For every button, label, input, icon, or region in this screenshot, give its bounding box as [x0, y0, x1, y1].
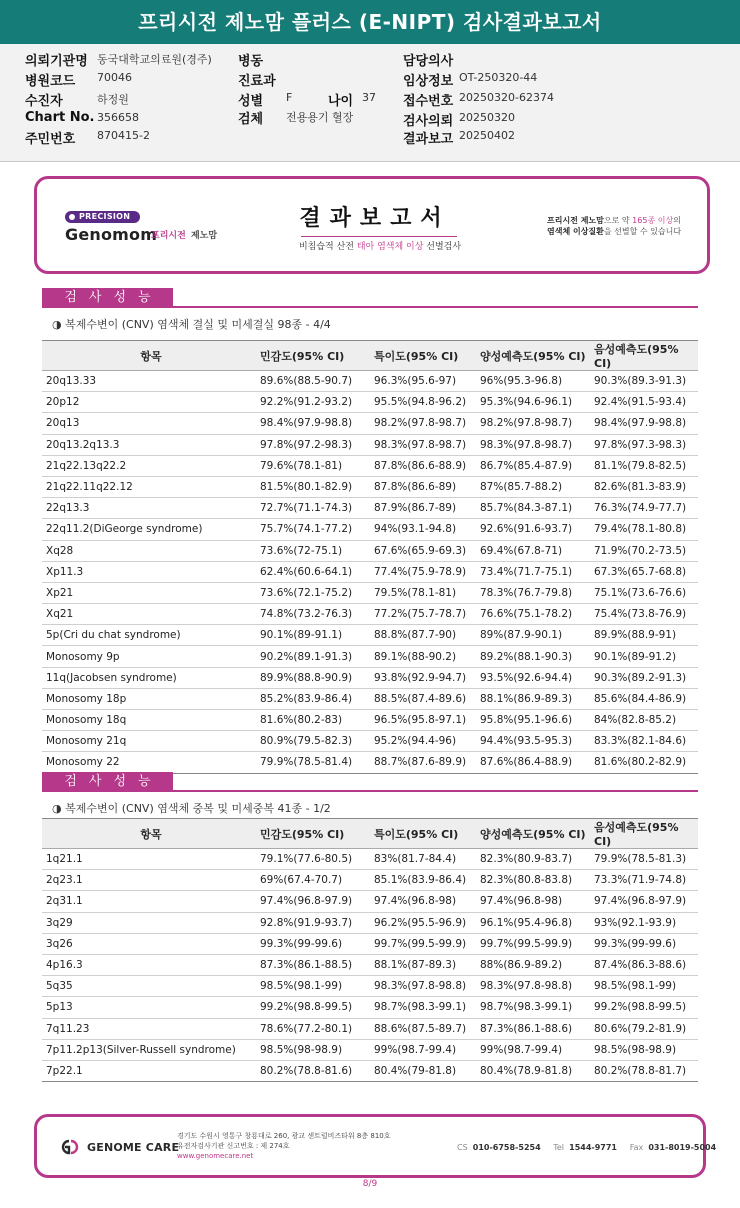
row-metric-value: 89.1%(88-90.2)	[370, 646, 476, 667]
info-label: 검사의뢰	[403, 114, 454, 129]
row-item-name: Xq21	[42, 604, 256, 625]
info-value: 70046	[97, 71, 132, 84]
row-metric-value: 88.8%(87.7-90)	[370, 625, 476, 646]
column-header-sensitivity: 민감도(95% CI)	[256, 341, 370, 371]
row-item-name: 11q(Jacobsen syndrome)	[42, 667, 256, 688]
row-metric-value: 88.5%(87.4-89.6)	[370, 688, 476, 709]
table-row	[42, 434, 698, 455]
row-metric-value: 92.6%(91.6-93.7)	[476, 519, 590, 540]
row-item-name: 20p12	[42, 392, 256, 413]
row-metric-value: 75.4%(73.8-76.9)	[590, 604, 698, 625]
table-header-row	[42, 341, 698, 371]
info-value: 37	[362, 91, 376, 104]
row-item-name: 21q22.11q22.12	[42, 476, 256, 497]
row-metric-value: 98.5%(98.1-99)	[256, 976, 370, 997]
row-metric-value: 88.7%(87.6-89.9)	[370, 752, 476, 773]
row-metric-value: 93.5%(92.6-94.4)	[476, 667, 590, 688]
table-row	[42, 371, 698, 392]
row-metric-value: 79.1%(77.6-80.5)	[256, 849, 370, 870]
info-patient-name	[25, 90, 129, 109]
row-metric-value: 90.1%(89-91.1)	[256, 625, 370, 646]
row-metric-value: 98.5%(98.1-99)	[590, 976, 698, 997]
row-metric-value: 95.8%(95.1-96.6)	[476, 710, 590, 731]
column-header-item: 항목	[42, 341, 256, 371]
company-address	[177, 1131, 391, 1161]
row-metric-value: 99.2%(98.8-99.5)	[590, 997, 698, 1018]
info-sex	[238, 90, 293, 109]
performance-table-duplications	[42, 818, 698, 1082]
table-row	[42, 1060, 698, 1081]
info-label: 나이	[328, 94, 354, 109]
row-metric-value: 75.7%(74.1-77.2)	[256, 519, 370, 540]
row-item-name: Monosomy 22	[42, 752, 256, 773]
row-metric-value: 73.3%(71.9-74.8)	[590, 870, 698, 891]
row-metric-value: 88.1%(86.9-89.3)	[476, 688, 590, 709]
row-item-name: Monosomy 21q	[42, 731, 256, 752]
info-label: 결과보고	[403, 132, 454, 147]
row-metric-value: 97.4%(96.8-98)	[370, 891, 476, 912]
row-item-name: 21q22.13q22.2	[42, 455, 256, 476]
table-row	[42, 954, 698, 975]
info-value: 전용용기 혈장	[286, 111, 354, 124]
row-metric-value: 87.8%(86.6-88.9)	[370, 455, 476, 476]
row-item-name: 20q13	[42, 413, 256, 434]
row-metric-value: 71.9%(70.2-73.5)	[590, 540, 698, 561]
table-row	[42, 976, 698, 997]
subtitle-text: 비침습적 산전	[298, 242, 357, 252]
info-label: 의뢰기관명	[25, 54, 88, 69]
table-row	[42, 997, 698, 1018]
genomom-logo-text: Genomom	[65, 225, 158, 244]
row-metric-value: 62.4%(60.6-64.1)	[256, 561, 370, 582]
info-resident-number	[25, 128, 150, 147]
row-item-name: 22q11.2(DiGeorge syndrome)	[42, 519, 256, 540]
info-value: 하정원	[97, 93, 129, 106]
row-metric-value: 98.7%(98.3-99.1)	[476, 997, 590, 1018]
row-metric-value: 73.6%(72-75.1)	[256, 540, 370, 561]
table-row	[42, 582, 698, 603]
contact-info	[457, 1143, 716, 1152]
column-header-npv: 음성예측도(95% CI)	[590, 819, 698, 849]
row-metric-value: 97.4%(96.8-97.9)	[590, 891, 698, 912]
row-item-name: 5p13	[42, 997, 256, 1018]
row-item-name: Monosomy 9p	[42, 646, 256, 667]
row-metric-value: 99.7%(99.5-99.9)	[476, 933, 590, 954]
row-metric-value: 88.6%(87.5-89.7)	[370, 1018, 476, 1039]
row-metric-value: 92.2%(91.2-93.2)	[256, 392, 370, 413]
row-metric-value: 94.4%(93.5-95.3)	[476, 731, 590, 752]
row-metric-value: 98.3%(97.8-98.8)	[370, 976, 476, 997]
table-row	[42, 667, 698, 688]
table-row	[42, 540, 698, 561]
row-metric-value: 87%(85.7-88.2)	[476, 476, 590, 497]
row-metric-value: 90.1%(89-91.2)	[590, 646, 698, 667]
row-metric-value: 89.6%(88.5-90.7)	[256, 371, 370, 392]
report-banner	[34, 176, 710, 274]
table-row	[42, 392, 698, 413]
column-header-npv: 음성예측도(95% CI)	[590, 341, 698, 371]
row-metric-value: 90.3%(89.3-91.3)	[590, 371, 698, 392]
genome-care-logo-icon	[59, 1139, 81, 1155]
info-label: 수진자	[25, 94, 63, 109]
brand-subtitle: 프리시전	[151, 231, 186, 241]
info-label: 병동	[238, 54, 264, 69]
row-metric-value: 97.8%(97.2-98.3)	[256, 434, 370, 455]
row-metric-value: 99.2%(98.8-99.5)	[256, 997, 370, 1018]
row-metric-value: 97.4%(96.8-98)	[476, 891, 590, 912]
table-row	[42, 870, 698, 891]
title-divider	[301, 236, 457, 237]
table-row	[42, 731, 698, 752]
table-row	[42, 710, 698, 731]
row-metric-value: 99%(98.7-99.4)	[370, 1039, 476, 1060]
note-text-2: 의	[673, 216, 681, 225]
info-label: Chart No.	[25, 110, 95, 125]
info-label: 성별	[238, 94, 264, 109]
row-metric-value: 80.2%(78.8-81.7)	[590, 1060, 698, 1081]
registration-line: 유전자검사기관 신고번호 : 제 274호	[177, 1142, 290, 1150]
row-item-name: 20q13.33	[42, 371, 256, 392]
row-item-name: Xq28	[42, 540, 256, 561]
row-item-name: 7p11.2p13(Silver-Russell syndrome)	[42, 1039, 256, 1060]
note-text-3: 을 선별할 수 있습니다	[603, 227, 682, 236]
column-header-specificity: 특이도(95% CI)	[370, 819, 476, 849]
row-metric-value: 80.4%(78.9-81.8)	[476, 1060, 590, 1081]
row-metric-value: 98.3%(97.8-98.8)	[476, 976, 590, 997]
info-chart-no	[25, 110, 139, 125]
row-metric-value: 67.6%(65.9-69.3)	[370, 540, 476, 561]
row-metric-value: 86.7%(85.4-87.9)	[476, 455, 590, 476]
row-metric-value: 77.2%(75.7-78.7)	[370, 604, 476, 625]
report-title: 결과보고서	[299, 206, 451, 231]
row-metric-value: 98.5%(98-98.9)	[256, 1039, 370, 1060]
row-item-name: Monosomy 18q	[42, 710, 256, 731]
table-row	[42, 625, 698, 646]
row-metric-value: 87.8%(86.6-89)	[370, 476, 476, 497]
table-row	[42, 455, 698, 476]
table-row	[42, 561, 698, 582]
info-label: 병원코드	[25, 74, 76, 89]
section-tab-performance-2: 검사성능	[42, 772, 173, 792]
section-description-deletions: ◑ 복제수변이 (CNV) 염색체 결실 및 미세결실 98종 - 4/4	[52, 318, 331, 331]
table-row	[42, 933, 698, 954]
row-metric-value: 78.3%(76.7-79.8)	[476, 582, 590, 603]
row-metric-value: 81.5%(80.1-82.9)	[256, 476, 370, 497]
page-number: 8/9	[362, 1179, 378, 1189]
row-metric-value: 85.6%(84.4-86.9)	[590, 688, 698, 709]
row-metric-value: 98.3%(97.8-98.7)	[476, 434, 590, 455]
row-metric-value: 99.3%(99-99.6)	[590, 933, 698, 954]
row-metric-value: 72.7%(71.1-74.3)	[256, 498, 370, 519]
info-referring-institution	[25, 50, 212, 69]
row-metric-value: 80.4%(79-81.8)	[370, 1060, 476, 1081]
row-metric-value: 76.3%(74.9-77.7)	[590, 498, 698, 519]
row-metric-value: 81.1%(79.8-82.5)	[590, 455, 698, 476]
row-metric-value: 82.6%(81.3-83.9)	[590, 476, 698, 497]
row-metric-value: 96.3%(95.6-97)	[370, 371, 476, 392]
patient-info-panel	[0, 44, 740, 162]
row-item-name: 7q11.23	[42, 1018, 256, 1039]
row-metric-value: 92.4%(91.5-93.4)	[590, 392, 698, 413]
row-metric-value: 95.3%(94.6-96.1)	[476, 392, 590, 413]
row-metric-value: 88.1%(87-89.3)	[370, 954, 476, 975]
row-metric-value: 74.8%(73.2-76.3)	[256, 604, 370, 625]
table-row	[42, 604, 698, 625]
info-value: 356658	[97, 111, 139, 124]
row-metric-value: 95.2%(94.4-96)	[370, 731, 476, 752]
table-header-row	[42, 819, 698, 849]
row-metric-value: 79.9%(78.5-81.3)	[590, 849, 698, 870]
row-metric-value: 79.9%(78.5-81.4)	[256, 752, 370, 773]
note-bold-2: 염색체 이상질환	[547, 227, 604, 236]
row-metric-value: 85.7%(84.3-87.1)	[476, 498, 590, 519]
brand-subtitle-2: 제노맘	[191, 231, 218, 241]
row-metric-value: 93%(92.1-93.9)	[590, 912, 698, 933]
fax-label: Fax	[629, 1143, 644, 1152]
table-row	[42, 891, 698, 912]
row-metric-value: 92.8%(91.9-93.7)	[256, 912, 370, 933]
row-metric-value: 81.6%(80.2-82.9)	[590, 752, 698, 773]
row-metric-value: 99.7%(99.5-99.9)	[370, 933, 476, 954]
info-value: 20250320-62374	[459, 91, 554, 104]
row-metric-value: 96%(95.3-96.8)	[476, 371, 590, 392]
row-metric-value: 78.6%(77.2-80.1)	[256, 1018, 370, 1039]
row-metric-value: 89.2%(88.1-90.3)	[476, 646, 590, 667]
row-metric-value: 69%(67.4-70.7)	[256, 870, 370, 891]
row-item-name: Xp11.3	[42, 561, 256, 582]
row-metric-value: 82.3%(80.8-83.8)	[476, 870, 590, 891]
row-metric-value: 99%(98.7-99.4)	[476, 1039, 590, 1060]
row-metric-value: 81.6%(80.2-83)	[256, 710, 370, 731]
row-metric-value: 80.2%(78.8-81.6)	[256, 1060, 370, 1081]
row-metric-value: 69.4%(67.8-71)	[476, 540, 590, 561]
info-result-reported	[403, 128, 515, 147]
table-row	[42, 476, 698, 497]
note-highlight: 165종 이상	[632, 216, 674, 225]
section-tab-performance-1: 검사성능	[42, 288, 173, 308]
subtitle-text-end: 선별검사	[423, 242, 462, 252]
row-item-name: 1q21.1	[42, 849, 256, 870]
table-row	[42, 413, 698, 434]
column-header-ppv: 양성예측도(95% CI)	[476, 341, 590, 371]
row-item-name: 7p22.1	[42, 1060, 256, 1081]
row-metric-value: 79.6%(78.1-81)	[256, 455, 370, 476]
info-label: 주민번호	[25, 132, 76, 147]
row-metric-value: 73.4%(71.7-75.1)	[476, 561, 590, 582]
table-row	[42, 688, 698, 709]
column-header-ppv: 양성예측도(95% CI)	[476, 819, 590, 849]
info-hospital-code	[25, 70, 132, 89]
row-metric-value: 80.6%(79.2-81.9)	[590, 1018, 698, 1039]
row-metric-value: 79.4%(78.1-80.8)	[590, 519, 698, 540]
row-metric-value: 88%(86.9-89.2)	[476, 954, 590, 975]
row-metric-value: 83%(81.7-84.4)	[370, 849, 476, 870]
tel-label: Tel	[553, 1143, 565, 1152]
column-header-specificity: 특이도(95% CI)	[370, 341, 476, 371]
info-value: OT-250320-44	[459, 71, 538, 84]
row-metric-value: 67.3%(65.7-68.8)	[590, 561, 698, 582]
row-metric-value: 98.4%(97.9-98.8)	[590, 413, 698, 434]
row-metric-value: 87.3%(86.1-88.5)	[256, 954, 370, 975]
row-item-name: 22q13.3	[42, 498, 256, 519]
row-item-name: 5p(Cri du chat syndrome)	[42, 625, 256, 646]
table-row	[42, 646, 698, 667]
row-metric-value: 87.4%(86.3-88.6)	[590, 954, 698, 975]
row-metric-value: 89.9%(88.8-90.9)	[256, 667, 370, 688]
column-header-item: 항목	[42, 819, 256, 849]
row-metric-value: 95.5%(94.8-96.2)	[370, 392, 476, 413]
company-name: GENOME CARE	[87, 1141, 180, 1154]
section-description-duplications: ◑ 복제수변이 (CNV) 염색체 중복 및 미세중복 41종 - 1/2	[52, 802, 331, 815]
row-metric-value: 87.6%(86.4-88.9)	[476, 752, 590, 773]
performance-table-deletions	[42, 340, 698, 774]
row-metric-value: 83.3%(82.1-84.6)	[590, 731, 698, 752]
tel-number: 1544-9771	[569, 1143, 617, 1152]
row-metric-value: 98.2%(97.8-98.7)	[370, 413, 476, 434]
row-metric-value: 73.6%(72.1-75.2)	[256, 582, 370, 603]
info-value: 870415-2	[97, 129, 150, 142]
note-brand: 프리시전 제노맘	[547, 216, 604, 225]
info-specimen	[238, 108, 354, 127]
row-metric-value: 79.5%(78.1-81)	[370, 582, 476, 603]
info-label: 검체	[238, 112, 264, 127]
info-clinical-info	[403, 70, 538, 89]
row-item-name: 3q26	[42, 933, 256, 954]
note-text: 으로 약	[603, 216, 633, 225]
info-receipt-number	[403, 90, 554, 109]
row-item-name: Xp21	[42, 582, 256, 603]
row-item-name: 3q29	[42, 912, 256, 933]
row-metric-value: 94%(93.1-94.8)	[370, 519, 476, 540]
row-metric-value: 96.5%(95.8-97.1)	[370, 710, 476, 731]
website-link[interactable]: www.genomecare.net	[177, 1152, 254, 1160]
cs-number: 010-6758-5254	[472, 1143, 541, 1152]
row-metric-value: 85.1%(83.9-86.4)	[370, 870, 476, 891]
report-header-title: 프리시전 제노맘 플러스 (E-NIPT) 검사결과보고서	[0, 0, 740, 44]
row-metric-value: 90.3%(89.2-91.3)	[590, 667, 698, 688]
info-value: F	[286, 91, 293, 104]
row-item-name: 4p16.3	[42, 954, 256, 975]
row-item-name: 5q35	[42, 976, 256, 997]
table-row	[42, 1018, 698, 1039]
row-metric-value: 97.8%(97.3-98.3)	[590, 434, 698, 455]
info-value: 20250402	[459, 129, 515, 142]
table-row	[42, 912, 698, 933]
table-row	[42, 849, 698, 870]
info-value: 동국대학교의료원(경주)	[97, 53, 212, 66]
info-age	[328, 90, 376, 109]
row-metric-value: 98.7%(98.3-99.1)	[370, 997, 476, 1018]
info-ward	[238, 50, 263, 69]
screening-note	[547, 215, 707, 237]
row-metric-value: 77.4%(75.9-78.9)	[370, 561, 476, 582]
row-metric-value: 89.9%(88.9-91)	[590, 625, 698, 646]
row-metric-value: 96.2%(95.5-96.9)	[370, 912, 476, 933]
subtitle-highlight: 태아 염색체 이상	[356, 242, 424, 252]
row-metric-value: 75.1%(73.6-76.6)	[590, 582, 698, 603]
table-row	[42, 498, 698, 519]
footer-banner	[34, 1114, 717, 1178]
row-metric-value: 85.2%(83.9-86.4)	[256, 688, 370, 709]
row-item-name: 20q13.2q13.3	[42, 434, 256, 455]
row-metric-value: 89%(87.9-90.1)	[476, 625, 590, 646]
info-value: 20250320	[459, 111, 515, 124]
info-label: 접수번호	[403, 94, 454, 109]
table-row	[42, 752, 698, 773]
row-metric-value: 98.2%(97.8-98.7)	[476, 413, 590, 434]
section-divider	[42, 790, 698, 792]
row-item-name: 2q31.1	[42, 891, 256, 912]
report-subtitle	[267, 239, 493, 252]
row-metric-value: 80.9%(79.5-82.3)	[256, 731, 370, 752]
info-test-requested	[403, 110, 515, 129]
info-label: 담당의사	[403, 54, 454, 69]
table-row	[42, 519, 698, 540]
row-metric-value: 84%(82.8-85.2)	[590, 710, 698, 731]
section-divider	[42, 306, 698, 308]
row-metric-value: 87.3%(86.1-88.6)	[476, 1018, 590, 1039]
row-metric-value: 98.5%(98-98.9)	[590, 1039, 698, 1060]
cs-label: CS	[457, 1143, 468, 1152]
info-label: 임상정보	[403, 74, 454, 89]
row-metric-value: 98.3%(97.8-98.7)	[370, 434, 476, 455]
info-department	[238, 70, 276, 89]
row-metric-value: 93.8%(92.9-94.7)	[370, 667, 476, 688]
row-metric-value: 98.4%(97.9-98.8)	[256, 413, 370, 434]
row-metric-value: 97.4%(96.8-97.9)	[256, 891, 370, 912]
column-header-sensitivity: 민감도(95% CI)	[256, 819, 370, 849]
address-line: 경기도 수원시 영통구 창룡대로 260, 광교 센트럴비즈타워 8층 810호	[177, 1132, 391, 1140]
row-item-name: Monosomy 18p	[42, 688, 256, 709]
row-metric-value: 96.1%(95.4-96.8)	[476, 912, 590, 933]
row-metric-value: 90.2%(89.1-91.3)	[256, 646, 370, 667]
row-metric-value: 99.3%(99-99.6)	[256, 933, 370, 954]
fax-number: 031-8019-5004	[648, 1143, 717, 1152]
row-metric-value: 82.3%(80.9-83.7)	[476, 849, 590, 870]
info-label: 진료과	[238, 74, 276, 89]
precision-badge: PRECISION	[65, 211, 140, 223]
table-row	[42, 1039, 698, 1060]
info-doctor	[403, 50, 453, 69]
row-metric-value: 87.9%(86.7-89)	[370, 498, 476, 519]
row-item-name: 2q23.1	[42, 870, 256, 891]
row-metric-value: 76.6%(75.1-78.2)	[476, 604, 590, 625]
